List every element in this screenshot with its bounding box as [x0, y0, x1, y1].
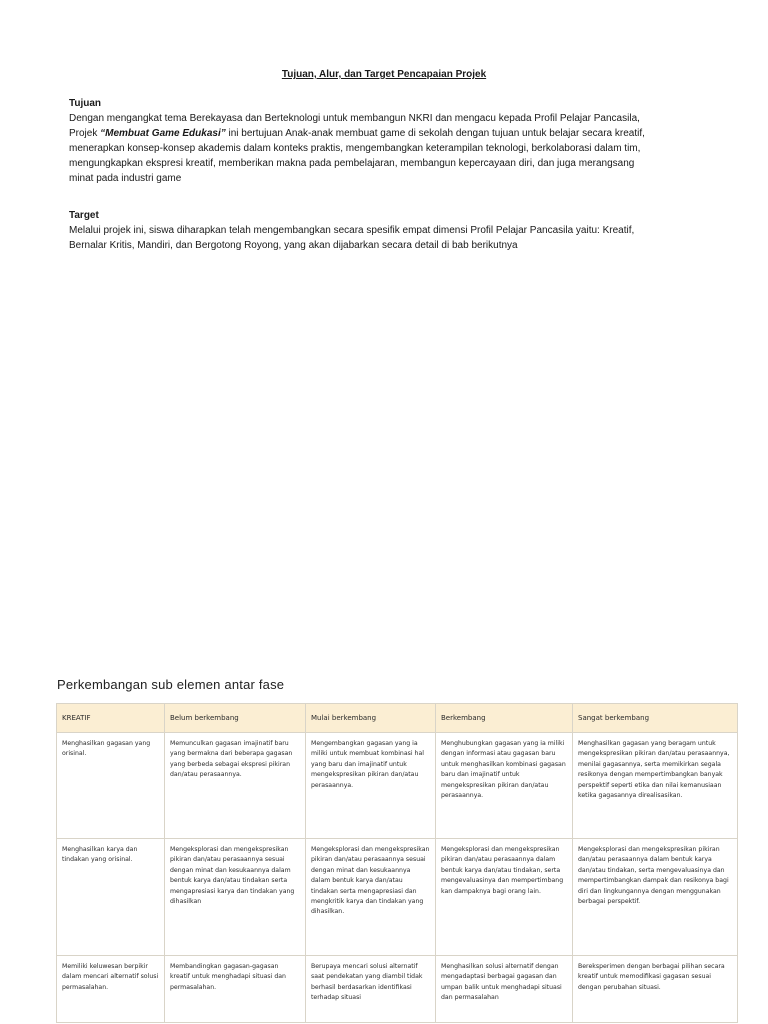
target-section	[69, 209, 699, 253]
table-row	[57, 839, 738, 956]
target-line-2: Bernalar Kritis, Mandiri, dan Bergotong Royong, yang akan dijabarkan secara detail di bab berikutnya	[69, 240, 518, 251]
tujuan-line-4: mengungkapkan ekspresi kreatif, memberikan makna pada pembelajaran, membangun kepercayaan diri, dan juga merangsang	[69, 158, 635, 169]
tujuan-heading: Tujuan	[69, 98, 102, 109]
target-heading: Target	[69, 210, 99, 221]
column-header-belum-berkembang: Belum berkembang	[165, 704, 306, 733]
table-cell: Menghubungkan gagasan yang ia miliki dengan informasi atau gagasan baru untuk menghasilkan kombinasi gagasan baru dan imajinatif untuk mengekspresikan pikiran dan/atau perasaannya.	[436, 733, 573, 839]
table-cell: Mengembangkan gagasan yang ia miliki untuk membuat kombinasi hal yang baru dan imajinatif untuk mengekspresikan pikiran dan/atau perasaannya.	[306, 733, 436, 839]
sub-element-cell: Memiliki keluwesan berpikir dalam mencari alternatif solusi permasalahan.	[57, 956, 165, 1023]
table-cell: Menghasilkan solusi alternatif dengan mengadaptasi berbagai gagasan dan umpan balik untuk menghadapi situasi dan permasalahan	[436, 956, 573, 1023]
document-title: Tujuan, Alur, dan Target Pencapaian Projek	[281, 69, 487, 80]
table-cell: Membandingkan gagasan-gagasan kreatif untuk menghadapi situasi dan permasalahan.	[165, 956, 306, 1023]
tujuan-line-5: minat pada industri game	[69, 173, 182, 184]
tujuan-paragraph	[69, 111, 699, 186]
table-cell: Memunculkan gagasan imajinatif baru yang bermakna dari beberapa gagasan yang berbeda sebagai ekspresi pikiran dan/atau perasaannya.	[165, 733, 306, 839]
rubric-heading: Perkembangan sub elemen antar fase	[57, 677, 285, 692]
target-line-1: Melalui projek ini, siswa diharapkan telah mengembangkan secara spesifik empat dimensi Profil Pelajar Pancasila yaitu: Kreatif,	[69, 225, 635, 236]
sub-element-cell: Menghasilkan karya dan tindakan yang orisinal.	[57, 839, 165, 956]
table-row	[57, 956, 738, 1023]
tujuan-section	[69, 97, 699, 186]
column-header-sangat-berkembang: Sangat berkembang	[573, 704, 738, 733]
column-header-kreatif: KREATIF	[57, 704, 165, 733]
rubric-table	[56, 703, 738, 1023]
table-cell: Menghasilkan gagasan yang beragam untuk mengekspresikan pikiran dan/atau perasaannya, menilai gagasannya, serta memikirkan segala resikonya dengan mempertimbangkan banyak perspektif seperti etika dan nilai kemanusiaan ketika gagasannya direalisasikan.	[573, 733, 738, 839]
tujuan-line-1: Dengan mengangkat tema Berekayasa dan Berteknologi untuk membangun NKRI dan mengacu kepada Profil Pelajar Pancasila,	[69, 113, 640, 124]
table-cell: Berupaya mencari solusi alternatif saat pendekatan yang diambil tidak berhasil berdasarkan identifikasi terhadap situasi	[306, 956, 436, 1023]
table-cell: Bereksperimen dengan berbagai pilihan secara kreatif untuk memodifikasi gagasan sesuai dengan perubahan situasi.	[573, 956, 738, 1023]
table-row	[57, 733, 738, 839]
table-cell: Mengeksplorasi dan mengekspresikan pikiran dan/atau perasaannya sesuai dengan minat dan kesukaannya dalam bentuk karya dan/atau tindakan serta mengapresiasi dan mengkritik karya dan tindakan yang dihasilkan.	[306, 839, 436, 956]
table-cell: Mengeksplorasi dan mengekspresikan pikiran dan/atau perasaannya sesuai dengan minat dan kesukaannya dalam bentuk karya dan/atau tindakan serta mengapresiasi karya dan tindakan yang dihasilkan	[165, 839, 306, 956]
rubric-header-row	[57, 704, 738, 733]
target-paragraph	[69, 223, 699, 253]
tujuan-line-2-suffix: ini bertujuan Anak-anak membuat game di sekolah dengan tujuan untuk belajar secara kreatif,	[225, 128, 645, 139]
sub-element-cell: Menghasilkan gagasan yang orisinal.	[57, 733, 165, 839]
tujuan-line-3: menerapkan konsep-konsep akademis dalam konteks praktis, mengembangkan keterampilan teknologi, berkolaborasi dalam tim,	[69, 143, 641, 154]
tujuan-line-2-prefix: Projek	[69, 128, 101, 139]
table-cell: Mengeksplorasi dan mengekspresikan pikiran dan/atau perasaannya dalam bentuk karya dan/atau tindakan, serta mengevaluasinya dan mempertimbang kan dampaknya bagi orang lain.	[436, 839, 573, 956]
column-header-berkembang: Berkembang	[436, 704, 573, 733]
table-cell: Mengeksplorasi dan mengekspresikan pikiran dan/atau perasaannya dalam bentuk karya dan/atau tindakan, serta mengevaluasinya dan mempertimbangkan dampak dan resikonya bagi diri dan lingkungannya dengan menggunakan berbagai perspektif.	[573, 839, 738, 956]
column-header-mulai-berkembang: Mulai berkembang	[306, 704, 436, 733]
project-name: “Membuat Game Edukasi”	[100, 128, 226, 139]
